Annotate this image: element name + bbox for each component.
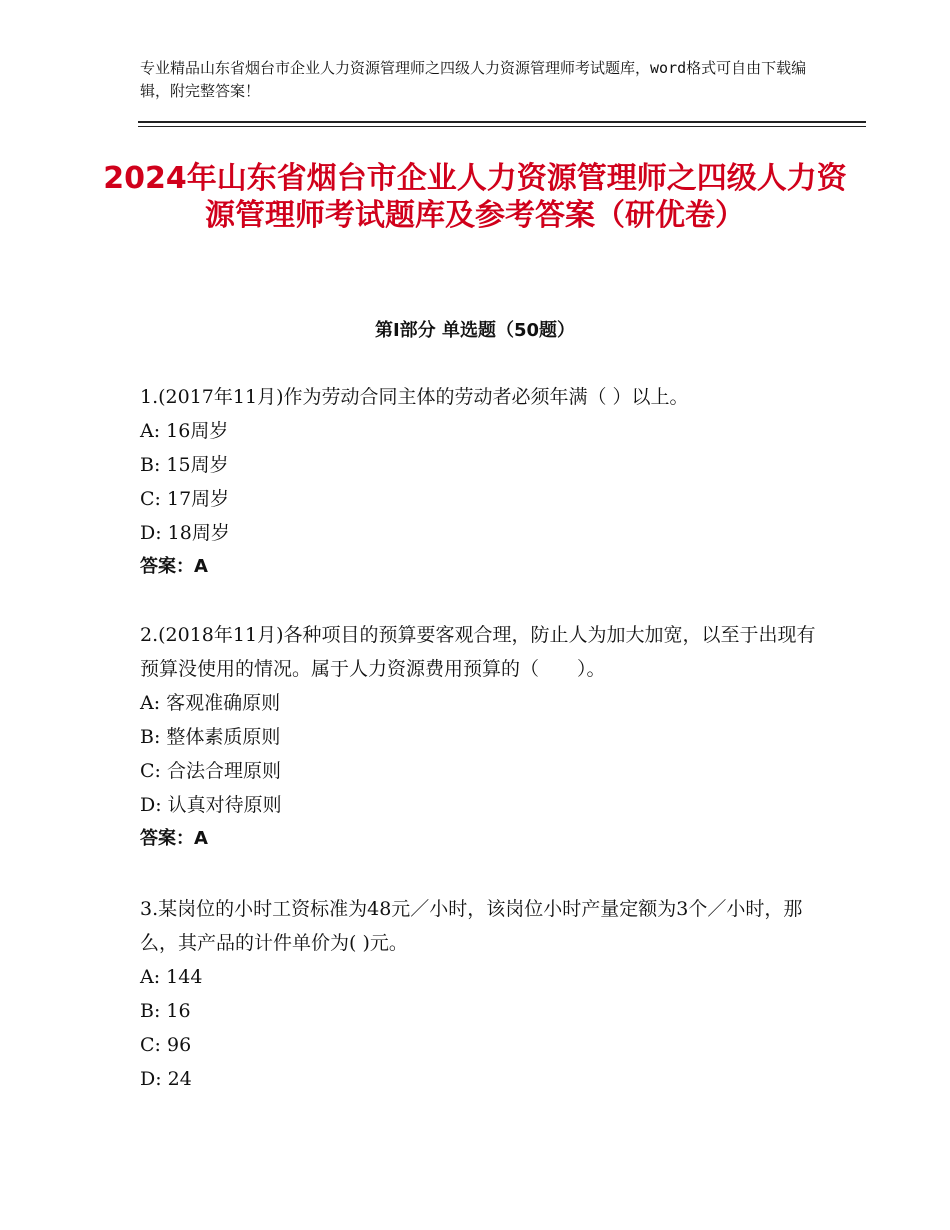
question-text: 3.某岗位的小时工资标准为48元／小时，该岗位小时产量定额为3个／小时，那么，其产品的计件单价为( )元。 xyxy=(140,898,803,954)
option-b: B: 15周岁 xyxy=(140,454,229,476)
header-note: 专业精品山东省烟台市企业人力资源管理师之四级人力资源管理师考试题库，word格式可自由下载编辑，附完整答案！ xyxy=(140,59,807,100)
option-b: B: 整体素质原则 xyxy=(140,726,281,748)
option-a: A: 客观准确原则 xyxy=(140,692,281,714)
answer-label: 答案：A xyxy=(140,556,208,577)
option-c: C: 96 xyxy=(140,1034,192,1056)
header-divider-thick xyxy=(138,121,866,123)
question-block-1 xyxy=(140,380,820,584)
document-title: 2024年山东省烟台市企业人力资源管理师之四级人力资源管理师考试题库及参考答案（研优卷） xyxy=(103,161,847,233)
option-d: D: 18周岁 xyxy=(140,522,230,544)
option-c: C: 17周岁 xyxy=(140,488,230,510)
option-d: D: 认真对待原则 xyxy=(140,794,282,816)
answer-label: 答案：A xyxy=(140,828,208,849)
option-a: A: 16周岁 xyxy=(140,420,229,442)
question-block-2 xyxy=(140,618,820,856)
header-divider-thin xyxy=(138,126,866,127)
section-title: 第Ⅰ部分 单选题（50题） xyxy=(374,320,575,341)
option-d: D: 24 xyxy=(140,1068,192,1090)
option-c: C: 合法合理原则 xyxy=(140,760,281,782)
question-block-3 xyxy=(140,892,820,1096)
option-b: B: 16 xyxy=(140,1000,191,1022)
option-a: A: 144 xyxy=(140,966,203,988)
question-text: 2.(2018年11月)各种项目的预算要客观合理，防止人为加大加宽，以至于出现有预算没使用的情况。属于人力资源费用预算的（ ）。 xyxy=(140,624,816,680)
question-text: 1.(2017年11月)作为劳动合同主体的劳动者必须年满（ ）以上。 xyxy=(140,386,689,408)
